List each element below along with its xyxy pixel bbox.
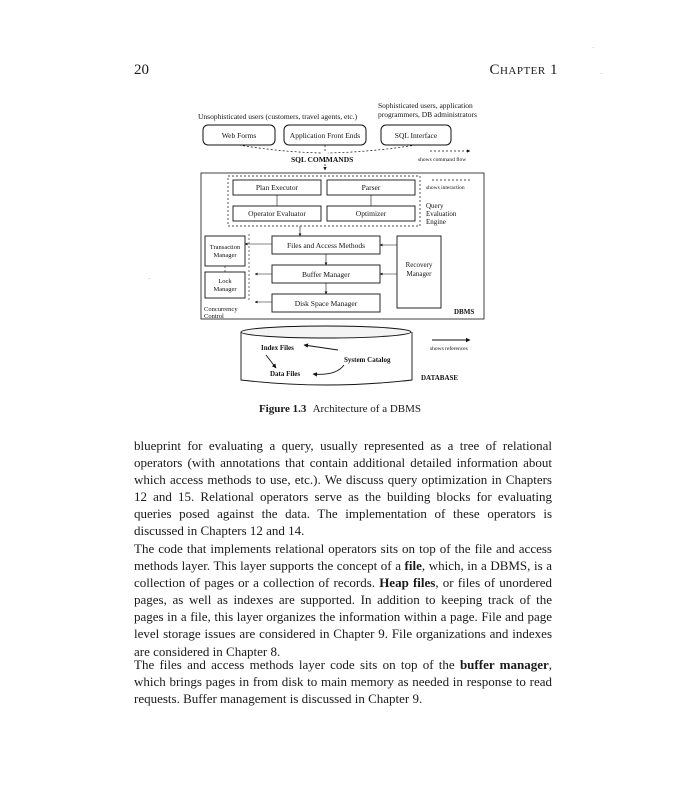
lock-manager-box: [205, 272, 245, 298]
sql-interface-label: SQL Interface: [394, 131, 438, 140]
paragraph-text: , or files of unordered pages, as well as indexes are supported. In addition to keeping track of the pages in a file, this layer organizes the information within a page. File and page level storage issues are considered in Chapter 9. File organizations and indexes are considered in Chapter 8.: [134, 575, 552, 659]
term-buffer-manager: buffer manager: [459, 657, 549, 672]
paragraph-buffer-manager: [134, 656, 552, 707]
buffer-manager-label: Buffer Manager: [302, 270, 350, 279]
recovery-manager-label-1: Recovery: [405, 261, 433, 269]
concurrency-control-label-1: Concurrency: [204, 306, 238, 313]
chapter-label: Chapter: [489, 62, 546, 78]
concurrency-control-label-2: Control: [204, 313, 224, 320]
parser-label: Parser: [361, 183, 381, 192]
term-file: file: [404, 558, 422, 574]
plan-executor-label: Plan Executor: [255, 183, 299, 192]
legend-command-flow-label: shows command flow: [418, 157, 467, 163]
paragraph-text: The code that implements relational operators sits on top of the file and access methods layer. This layer supports the concept of a: [134, 541, 552, 574]
files-access-methods-label: Files and Access Methods: [286, 241, 366, 250]
disk-space-manager-label: Disk Space Manager: [294, 299, 358, 308]
transaction-manager-label-2: Manager: [213, 252, 237, 259]
query-engine-label-1: Query: [426, 202, 444, 210]
application-front-ends-label: Application Front Ends: [289, 131, 361, 140]
paragraph-text: , which, in a DBMS, is a collection of pages or a collection of records.: [134, 558, 552, 591]
legend-references-label: shows references: [430, 346, 468, 352]
figure-caption: [0, 403, 680, 415]
lock-manager-label-1: Lock: [218, 278, 232, 285]
paragraph-text: , which brings pages in from disk to main memory as needed in response to read requests. Buffer management is discussed in Chapter 9.: [134, 657, 552, 707]
transaction-manager-label-1: Transaction: [209, 244, 241, 251]
data-files-label: Data Files: [270, 370, 301, 378]
index-files-label: Index Files: [261, 344, 294, 352]
figure-caption-label: Figure 1.3: [258, 403, 307, 415]
database-cylinder-top: [241, 326, 411, 338]
page-number: 20: [134, 62, 149, 78]
sophisticated-users-label-2: programmers, DB administrators: [378, 110, 477, 119]
legend-interaction-label: shows interaction: [426, 185, 465, 191]
term-heap-files: Heap files: [379, 575, 436, 591]
paragraph-text: The files and access methods layer code sits on top of the: [134, 657, 460, 672]
transaction-manager-box: [205, 236, 245, 266]
query-engine-label-2: Evaluation: [426, 210, 457, 218]
optimizer-label: Optimizer: [355, 209, 387, 218]
sophisticated-users-label-1: Sophisticated users, application: [378, 101, 473, 110]
paragraph-query-evaluation: blueprint for evaluating a query, usually represented as a tree of relational operators (with annotations that contain additional detailed information about which access methods to use, etc.). We discuss query optimization in Chapters 12 and 15. Relational operators serve as the building blocks for evaluating queries posed against the data. The implementation of these operators is discussed in Chapters 12 and 14.: [134, 438, 552, 539]
database-label: DATABASE: [421, 374, 459, 382]
unsophisticated-users-label: Unsophisticated users (customers, travel agents, etc.): [198, 112, 358, 121]
stray-mark: ·: [600, 70, 603, 78]
concurrency-links: [245, 244, 272, 302]
system-catalog-label: System Catalog: [344, 356, 391, 364]
dbms-label: DBMS: [454, 308, 475, 316]
stray-mark: ·: [148, 275, 151, 283]
recovery-links: [380, 245, 397, 274]
query-engine-label-3: Engine: [426, 218, 446, 226]
sql-commands-label: SQL COMMANDS: [291, 155, 354, 164]
lock-manager-label-2: Manager: [213, 286, 237, 293]
web-forms-label: Web Forms: [221, 131, 257, 140]
stray-mark: ·: [592, 44, 595, 52]
recovery-manager-label-2: Manager: [406, 270, 432, 278]
operator-evaluator-label: Operator Evaluator: [248, 209, 306, 218]
figure-caption-text: Architecture of a DBMS: [312, 403, 422, 415]
chapter-number: 1: [550, 62, 558, 78]
paragraph-files-access-methods: [134, 540, 552, 660]
